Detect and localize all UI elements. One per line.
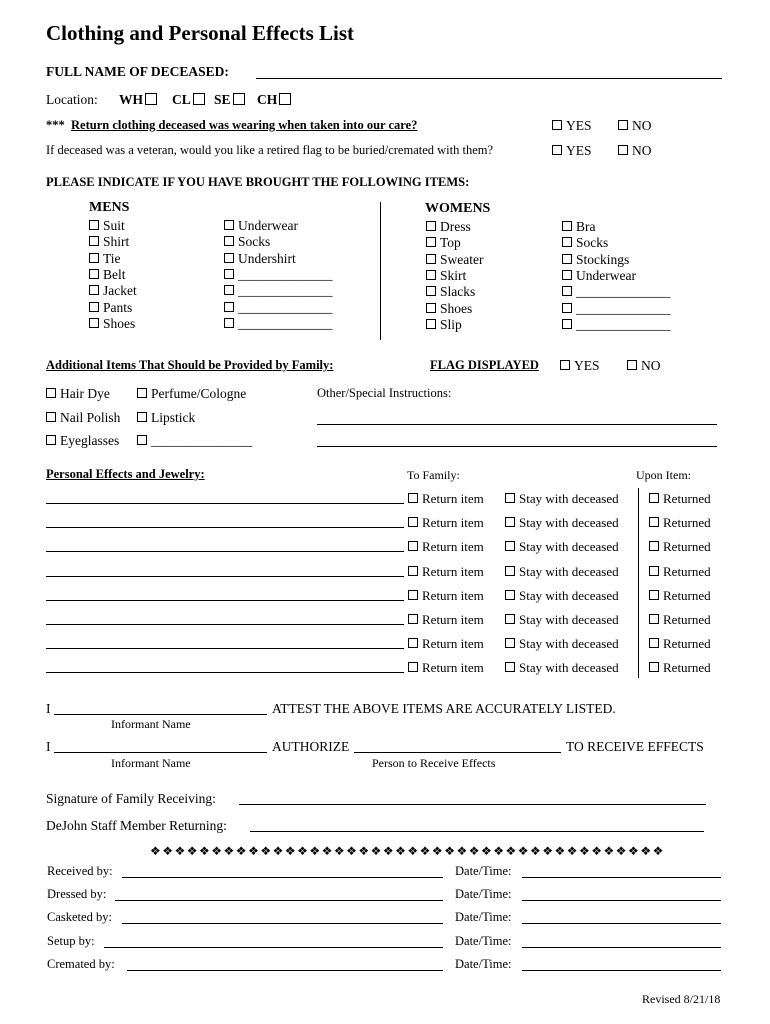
checkbox-icon (618, 145, 628, 155)
location-option-se[interactable]: SE (214, 92, 245, 108)
return-clothing-yes[interactable]: YES (552, 118, 592, 134)
datetime-field[interactable] (522, 877, 721, 878)
mens-item[interactable]: ______________ (224, 300, 333, 316)
return-item-option[interactable]: Return item (408, 660, 484, 676)
authorize-prefix: I (46, 739, 51, 754)
additional-item-lipstick[interactable]: Lipstick (137, 410, 195, 426)
stay-with-deceased-option[interactable]: Stay with deceased (505, 564, 619, 580)
checkbox-icon (137, 435, 147, 445)
checkbox-icon (408, 493, 418, 503)
mens-item[interactable]: ______________ (224, 283, 333, 299)
checkbox-icon (562, 254, 572, 264)
womens-item[interactable]: Stockings (562, 252, 629, 268)
return-item-option[interactable]: Return item (408, 491, 484, 507)
effects-item-field[interactable] (46, 648, 404, 649)
process-row-field[interactable] (104, 947, 443, 948)
checkbox-icon (649, 662, 659, 672)
mens-item[interactable]: Shirt (89, 234, 129, 250)
stay-with-deceased-option[interactable]: Stay with deceased (505, 612, 619, 628)
return-item-option[interactable]: Return item (408, 636, 484, 652)
womens-item[interactable]: Skirt (426, 268, 466, 284)
stay-with-deceased-option[interactable]: Stay with deceased (505, 491, 619, 507)
womens-heading: WOMENS (425, 201, 491, 216)
checkbox-icon (224, 269, 234, 279)
returned-option[interactable]: Returned (649, 539, 711, 555)
location-option-cl[interactable]: CL (172, 92, 205, 108)
revised-date: Revised 8/21/18 (642, 992, 721, 1006)
location-option-ch[interactable]: CH (257, 92, 291, 108)
checkbox-icon (426, 237, 436, 247)
checkbox-icon (89, 253, 99, 263)
womens-item[interactable]: Shoes (426, 301, 472, 317)
mens-item[interactable]: ______________ (224, 316, 333, 332)
checkbox-icon (408, 541, 418, 551)
checkbox-icon (649, 638, 659, 648)
mens-item[interactable]: Suit (89, 218, 125, 234)
checkbox-icon (562, 303, 572, 313)
return-item-option[interactable]: Return item (408, 515, 484, 531)
returned-option[interactable]: Returned (649, 660, 711, 676)
other-instructions-line[interactable] (317, 446, 717, 447)
checkbox-icon (552, 145, 562, 155)
checkbox-icon (224, 236, 234, 246)
checkbox-icon (649, 590, 659, 600)
additional-item-perfume[interactable]: Perfume/Cologne (137, 386, 246, 402)
returned-option[interactable]: Returned (649, 588, 711, 604)
checkbox-icon (46, 388, 56, 398)
checkbox-icon (552, 120, 562, 130)
flag-displayed-label: FLAG DISPLAYED (430, 358, 539, 372)
checkbox-icon (627, 360, 637, 370)
womens-item[interactable]: Socks (562, 235, 608, 251)
returned-option[interactable]: Returned (649, 612, 711, 628)
other-instructions-line[interactable] (317, 424, 717, 425)
womens-item[interactable]: Dress (426, 219, 471, 235)
checkbox-icon (562, 237, 572, 247)
attest-statement: ATTEST THE ABOVE ITEMS ARE ACCURATELY LISTED. (272, 701, 616, 716)
checkbox-icon (145, 93, 157, 105)
checkbox-icon (560, 360, 570, 370)
attest-informant-field[interactable] (54, 714, 267, 715)
return-item-option[interactable]: Return item (408, 612, 484, 628)
veteran-yes[interactable]: YES (552, 143, 592, 159)
checkbox-icon (408, 662, 418, 672)
checkbox-icon (408, 590, 418, 600)
staff-returning-field[interactable] (250, 831, 704, 832)
additional-items-heading: Additional Items That Should be Provided by Family: (46, 358, 334, 372)
mens-item[interactable]: Pants (89, 300, 132, 316)
checkbox-icon (426, 221, 436, 231)
womens-item[interactable]: Underwear (562, 268, 636, 284)
authorize-informant-field[interactable] (54, 752, 267, 753)
effects-item-field[interactable] (46, 672, 404, 673)
checkbox-icon (426, 303, 436, 313)
full-name-label: FULL NAME OF DECEASED: (46, 64, 229, 79)
stay-with-deceased-option[interactable]: Stay with deceased (505, 660, 619, 676)
checkbox-icon (426, 254, 436, 264)
checkbox-icon (562, 286, 572, 296)
returned-option[interactable]: Returned (649, 636, 711, 652)
process-row-field[interactable] (127, 970, 443, 971)
return-clothing-question: *** Return clothing deceased was wearing when taken into our care? (46, 118, 418, 132)
authorize-person-caption: Person to Receive Effects (372, 756, 496, 770)
signature-family-label: Signature of Family Receiving: (46, 791, 216, 806)
stay-with-deceased-option[interactable]: Stay with deceased (505, 588, 619, 604)
checkbox-icon (649, 541, 659, 551)
return-item-option[interactable]: Return item (408, 539, 484, 555)
effects-item-field[interactable] (46, 624, 404, 625)
datetime-field[interactable] (522, 947, 721, 948)
authorize-label: AUTHORIZE (272, 739, 350, 754)
checkbox-icon (426, 319, 436, 329)
mens-item[interactable]: Undershirt (224, 251, 296, 267)
mens-item[interactable]: Jacket (89, 283, 137, 299)
checkbox-icon (46, 412, 56, 422)
checkbox-icon (89, 220, 99, 230)
checkbox-icon (505, 566, 515, 576)
flag-displayed-no[interactable]: NO (627, 358, 661, 374)
womens-item[interactable]: Bra (562, 219, 596, 235)
mens-item[interactable]: ______________ (224, 267, 333, 283)
effects-item-field[interactable] (46, 551, 404, 552)
checkbox-icon (562, 270, 572, 280)
checkbox-icon (505, 493, 515, 503)
process-row-field[interactable] (122, 877, 443, 878)
indicate-heading: PLEASE INDICATE IF YOU HAVE BROUGHT THE FOLLOWING ITEMS: (46, 175, 470, 189)
checkbox-icon (89, 236, 99, 246)
checkbox-icon (193, 93, 205, 105)
datetime-field[interactable] (522, 970, 721, 971)
returned-option[interactable]: Returned (649, 564, 711, 580)
section-divider (380, 202, 381, 340)
checkbox-icon (426, 286, 436, 296)
authorize-suffix: TO RECEIVE EFFECTS (566, 739, 704, 754)
process-row-label: Cremated by: (47, 956, 115, 971)
authorize-informant-caption: Informant Name (111, 756, 191, 770)
checkbox-icon (408, 638, 418, 648)
location-option-wh[interactable]: WH (119, 92, 157, 108)
returned-option[interactable]: Returned (649, 491, 711, 507)
checkbox-icon (89, 285, 99, 295)
veteran-no[interactable]: NO (618, 143, 652, 159)
checkbox-icon (224, 302, 234, 312)
datetime-label: Date/Time: (455, 864, 512, 878)
effects-item-field[interactable] (46, 503, 404, 504)
womens-item[interactable]: Top (426, 235, 461, 251)
checkbox-icon (618, 120, 628, 130)
datetime-label: Date/Time: (455, 956, 512, 971)
additional-item-eyeglasses[interactable]: Eyeglasses (46, 433, 119, 449)
checkbox-icon (137, 388, 147, 398)
upon-item-divider (638, 488, 639, 678)
checkbox-icon (505, 662, 515, 672)
checkbox-icon (649, 493, 659, 503)
additional-item-hair-dye[interactable]: Hair Dye (46, 386, 110, 402)
checkbox-icon (505, 541, 515, 551)
womens-item[interactable]: ______________ (562, 301, 671, 317)
checkbox-icon (505, 517, 515, 527)
checkbox-icon (408, 614, 418, 624)
process-row-label: Casketed by: (47, 910, 112, 925)
checkbox-icon (649, 517, 659, 527)
returned-option[interactable]: Returned (649, 515, 711, 531)
page-title: Clothing and Personal Effects List (46, 21, 355, 45)
checkbox-icon (562, 221, 572, 231)
process-row-label: Received by: (47, 864, 113, 878)
checkbox-icon (562, 319, 572, 329)
attest-informant-caption: Informant Name (111, 717, 191, 731)
process-row-field[interactable] (115, 900, 443, 901)
checkbox-icon (505, 590, 515, 600)
checkbox-icon (649, 614, 659, 624)
checkbox-icon (224, 318, 234, 328)
womens-item[interactable]: Slacks (426, 284, 475, 300)
authorize-person-field[interactable] (354, 752, 561, 753)
checkbox-icon (505, 614, 515, 624)
return-item-option[interactable]: Return item (408, 588, 484, 604)
womens-item[interactable]: Slip (426, 317, 462, 333)
checkbox-icon (224, 220, 234, 230)
mens-item[interactable]: Underwear (224, 218, 298, 234)
mens-item[interactable]: Tie (89, 251, 121, 267)
mens-item[interactable]: Belt (89, 267, 126, 283)
checkbox-icon (224, 285, 234, 295)
checkbox-icon (505, 638, 515, 648)
effects-item-field[interactable] (46, 576, 404, 577)
checkbox-icon (233, 93, 245, 105)
checkbox-icon (408, 566, 418, 576)
return-clothing-no[interactable]: NO (618, 118, 652, 134)
full-name-field[interactable] (256, 78, 722, 79)
checkbox-icon (89, 318, 99, 328)
to-family-label: To Family: (407, 468, 460, 482)
process-row-field[interactable] (122, 923, 443, 924)
additional-item-nail-polish[interactable]: Nail Polish (46, 410, 120, 426)
datetime-label: Date/Time: (455, 887, 512, 902)
ornamental-divider: ❖❖❖❖❖❖❖❖❖❖❖❖❖❖❖❖❖❖❖❖❖❖❖❖❖❖❖❖❖❖❖❖❖❖❖❖❖❖❖❖❖❖ (150, 844, 665, 858)
datetime-label: Date/Time: (455, 910, 512, 925)
womens-item[interactable]: Sweater (426, 252, 483, 268)
checkbox-icon (224, 253, 234, 263)
datetime-label: Date/Time: (455, 933, 512, 948)
mens-item[interactable]: Shoes (89, 316, 135, 332)
checkbox-icon (46, 435, 56, 445)
checkbox-icon (426, 270, 436, 280)
checkbox-icon (279, 93, 291, 105)
datetime-field[interactable] (522, 923, 721, 924)
signature-family-field[interactable] (239, 804, 706, 805)
flag-displayed-yes[interactable]: YES (560, 358, 600, 374)
stay-with-deceased-option[interactable]: Stay with deceased (505, 636, 619, 652)
return-item-option[interactable]: Return item (408, 564, 484, 580)
womens-item[interactable]: ______________ (562, 317, 671, 333)
womens-item[interactable]: ______________ (562, 284, 671, 300)
veteran-question: If deceased was a veteran, would you like a retired flag to be buried/cremated with them? (46, 143, 494, 157)
effects-item-field[interactable] (46, 600, 404, 601)
other-instructions-label: Other/Special Instructions: (317, 386, 452, 400)
checkbox-icon (89, 269, 99, 279)
mens-item[interactable]: Socks (224, 234, 270, 250)
location-label: Location: (46, 92, 98, 107)
process-row-label: Setup by: (47, 933, 95, 948)
checkbox-icon (89, 302, 99, 312)
checkbox-icon (649, 566, 659, 576)
process-row-label: Dressed by: (47, 887, 107, 902)
effects-item-field[interactable] (46, 527, 404, 528)
staff-returning-label: DeJohn Staff Member Returning: (46, 818, 227, 833)
mens-heading: MENS (89, 200, 130, 215)
datetime-field[interactable] (522, 900, 721, 901)
upon-item-label: Upon Item: (636, 468, 691, 482)
checkbox-icon (408, 517, 418, 527)
additional-item-other[interactable]: _______________ (137, 433, 252, 449)
stay-with-deceased-option[interactable]: Stay with deceased (505, 539, 619, 555)
checkbox-icon (137, 412, 147, 422)
attest-prefix: I (46, 701, 51, 716)
stay-with-deceased-option[interactable]: Stay with deceased (505, 515, 619, 531)
personal-effects-heading: Personal Effects and Jewelry: (46, 467, 205, 481)
